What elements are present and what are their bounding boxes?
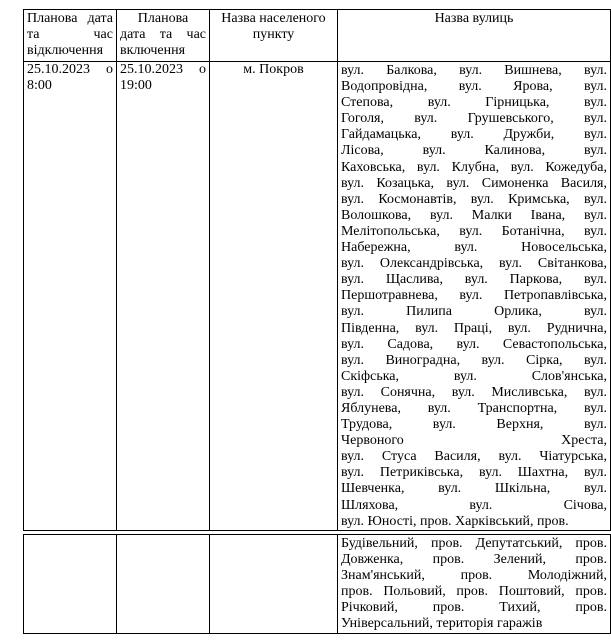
header-off-time: [24, 10, 117, 62]
table-row: [24, 535, 611, 634]
street-line: Гайдамацька, вул. Дружби, вул.: [341, 127, 607, 143]
cell-off-datetime: [24, 62, 117, 531]
header-loc-line-1: Назва населеного: [221, 11, 326, 26]
cell-on-datetime: [117, 62, 210, 531]
street-line: Південна, вул. Праці, вул. Руднична,: [341, 320, 607, 336]
streets-list: [341, 63, 607, 530]
street-line: Будівельний, пров. Депутатський, пров.: [341, 536, 607, 551]
header-off-line-3: відключення: [27, 43, 104, 58]
street-line: вул. Космонавтів, вул. Кримська, вул.: [341, 191, 607, 207]
header-on-line-3: включення: [120, 43, 186, 58]
header-off-line-2: та час: [27, 27, 113, 42]
table-row: [24, 62, 611, 531]
header-on-time: [117, 10, 210, 62]
cell-empty-1: [24, 535, 117, 634]
cell-streets-continued: [338, 535, 611, 634]
street-line: пров. Польовий, пров. Поштовий, пров.: [341, 584, 607, 600]
street-line: вул. Виноградна, вул. Сірка, вул.: [341, 352, 607, 368]
street-line: Знам'янський, пров. Молодіжний,: [341, 568, 607, 584]
street-line: Універсальний, територія гаражів: [341, 616, 543, 632]
header-on-line-1: Планова: [137, 11, 189, 26]
street-line: Довженка, пров. Зелений, пров.: [341, 552, 607, 568]
street-line: Водопровідна, вул. Ярова, вул.: [341, 79, 607, 95]
street-line: вул. Олександрівська, вул. Світанкова,: [341, 256, 607, 272]
on-date: 25.10.2023 о: [120, 62, 206, 77]
outage-table-continued: [23, 534, 611, 634]
street-line: Першотравнева, вул. Петропавлівська,: [341, 288, 607, 304]
cell-empty-2: [117, 535, 210, 634]
street-line: Степова, вул. Гірницька, вул.: [341, 95, 607, 111]
street-line: Трудова, вул. Верхня, вул.: [341, 417, 607, 433]
streets-list-continued: [341, 536, 607, 633]
street-line: вул. Сонячна, вул. Мисливська, вул.: [341, 384, 607, 400]
street-line: Скіфська, вул. Слов'янська,: [341, 368, 607, 384]
header-off-line-1: Планова дата: [27, 11, 113, 26]
street-line: вул. Юності, пров. Харківський, пров.: [341, 513, 569, 529]
on-time: 19:00: [120, 78, 152, 93]
street-line: вул. Щаслива, вул. Паркова, вул.: [341, 272, 607, 288]
street-line: вул. Балкова, вул. Вишнева, вул.: [341, 63, 607, 78]
cell-empty-3: [210, 535, 338, 634]
street-line: Волошкова, вул. Малки Івана, вул.: [341, 207, 607, 223]
street-line: Річковий, пров. Тихий, пров.: [341, 600, 607, 616]
header-loc-line-2: пункту: [252, 27, 295, 42]
street-line: Шевченка, вул. Шкільна, вул.: [341, 481, 607, 497]
off-time: 8:00: [27, 78, 52, 93]
street-line: Яблунева, вул. Транспортна, вул.: [341, 400, 607, 416]
header-locality: [210, 10, 338, 62]
street-line: Лісова, вул. Калинова, вул.: [341, 143, 607, 159]
street-line: вул. Петриківська, вул. Шахтна, вул.: [341, 465, 607, 481]
street-line: Гоголя, вул. Грушевського, вул.: [341, 111, 607, 127]
street-line: Набережна, вул. Новосельська,: [341, 240, 607, 256]
street-line: Мелітопольська, вул. Ботанічна, вул.: [341, 223, 607, 239]
outage-table: [23, 9, 611, 531]
cell-streets: [338, 62, 611, 531]
cell-locality: м. Покров: [210, 62, 338, 531]
street-line: вул. Стуса Василя, вул. Чіатурська,: [341, 449, 607, 465]
table-header-row: [24, 10, 611, 62]
street-line: Шляхова, вул. Січова,: [341, 497, 607, 513]
header-streets: Назва вулиць: [338, 10, 611, 62]
off-date: 25.10.2023 о: [27, 62, 113, 77]
street-line: Каховська, вул. Клубна, вул. Кожедуба,: [341, 159, 607, 175]
street-line: вул. Козацька, вул. Симоненка Василя,: [341, 175, 607, 191]
street-line: вул. Пилипа Орлика, вул.: [341, 304, 607, 320]
header-on-line-2: дата та час: [120, 27, 206, 42]
street-line: вул. Садова, вул. Севастопольська,: [341, 336, 607, 352]
street-line: Червоного Хреста,: [341, 433, 607, 449]
